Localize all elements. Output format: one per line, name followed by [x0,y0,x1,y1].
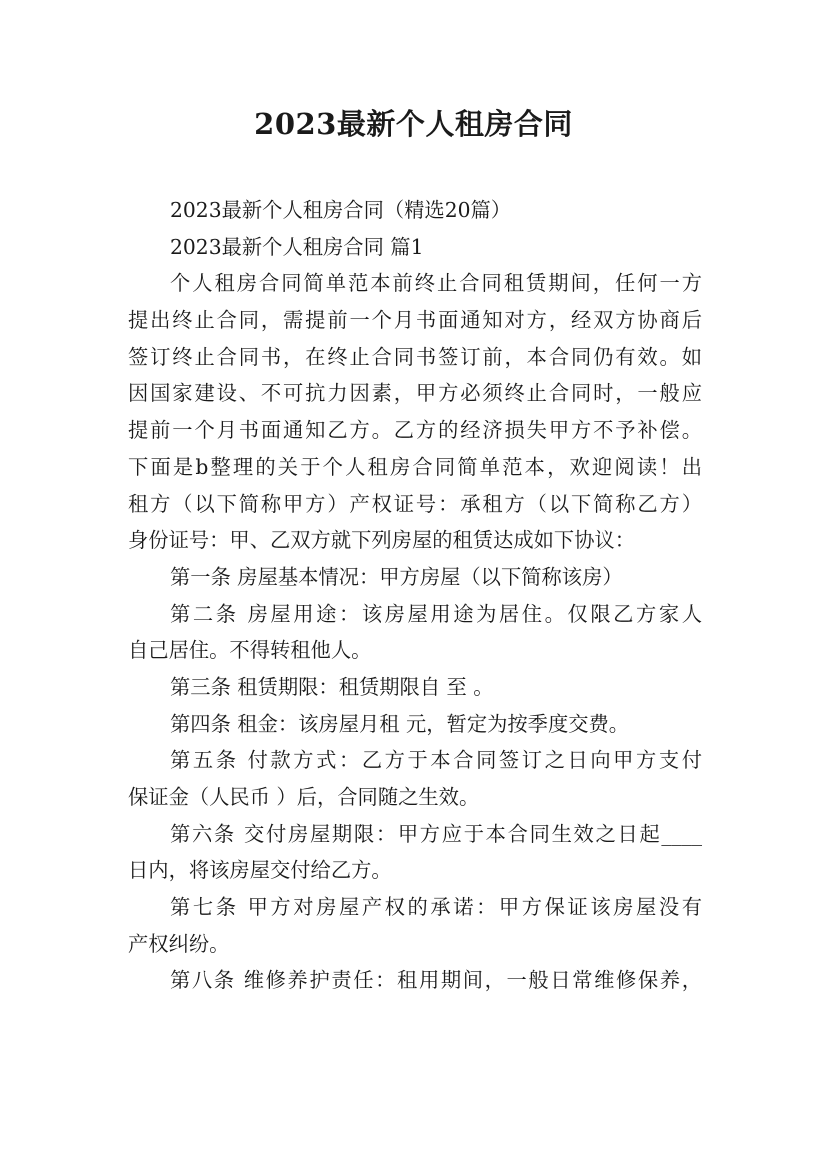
text-line: 第五条 付款方式：乙方于本合同签订之日向甲方支付 [170,748,702,773]
text-line: 产权纠纷。 [128,931,230,956]
text-line: 第一条 房屋基本情况：甲方房屋（以下简称该房） [170,564,623,589]
text-line: 第四条 租金：该房屋月租 元，暂定为按季度交费。 [170,711,630,736]
text-line: 自己居住。不得转租他人。 [128,638,372,663]
text-line: 因国家建设、不可抗力因素，甲方必须终止合同时，一般应 [128,381,702,406]
text-line: 个人租房合同简单范本前终止合同租赁期间，任何一方 [170,271,702,296]
text-line: 第六条 交付房屋期限：甲方应于本合同生效之日起____ [170,821,702,846]
text-line: 租方（以下简称甲方）产权证号：承租方（以下简称乙方） [128,491,702,516]
document-title: 2023最新个人租房合同 [254,107,573,141]
text-line: 第七条 甲方对房屋产权的承诺：甲方保证该房屋没有 [170,895,702,920]
text-line: 下面是b整理的关于个人租房合同简单范本，欢迎阅读！出 [128,454,702,479]
text-line: 保证金（人民币 ）后，合同随之生效。 [128,785,480,809]
text-line: 提前一个月书面通知乙方。乙方的经济损失甲方不予补偿。 [128,418,702,443]
text-line: 第二条 房屋用途：该房屋用途为居住。仅限乙方家人 [170,601,702,626]
text-line: 第八条 维修养护责任：租用期间，一般日常维修保养， [170,968,702,993]
text-line: 2023最新个人租房合同 篇1 [170,234,424,259]
document-body [128,192,702,999]
text-line: 2023最新个人租房合同（精选20篇） [170,198,512,222]
text-line: 签订终止合同书，在终止合同书签订前，本合同仍有效。如 [128,344,702,369]
text-line: 第三条 租赁期限：租赁期限自 至 。 [170,674,494,699]
text-line: 日内，将该房屋交付给乙方。 [128,858,392,883]
text-line: 身份证号：甲、乙双方就下列房屋的租赁达成如下协议： [128,528,636,553]
text-line: 提出终止合同，需提前一个月书面通知对方，经双方协商后 [128,308,702,333]
